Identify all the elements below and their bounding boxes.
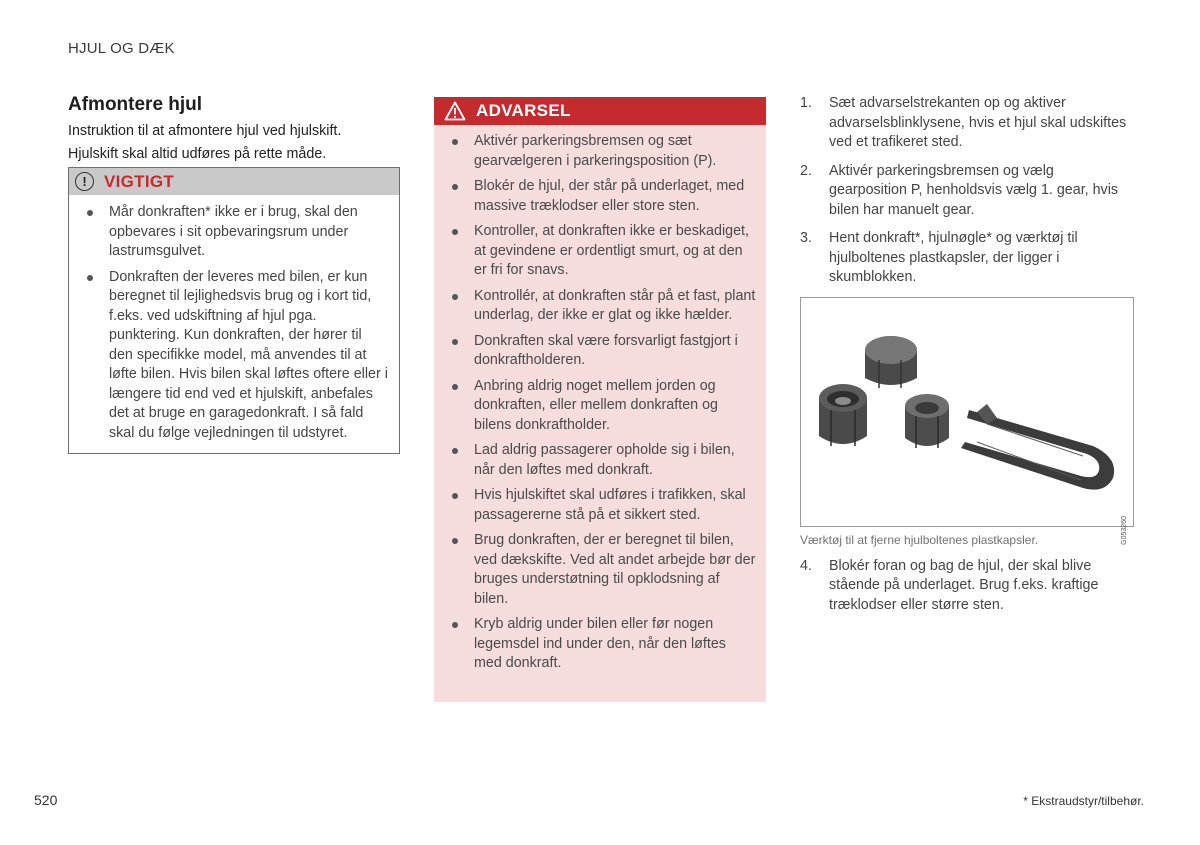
plastic-cap-top xyxy=(865,336,917,388)
steps-list-continued xyxy=(800,557,1134,616)
advarsel-list xyxy=(434,125,766,674)
intro-line-1: Instruktion til at afmontere hjul ved hjulskift. xyxy=(68,123,342,139)
advarsel-bullet: Kontroller, at donkraften ikke er beskadiget, at gevindene er ordentligt smurt, og at den er fri for snavs. xyxy=(444,222,756,281)
advarsel-bullet: Brug donkraften, der er beregnet til bilen, ved dækskifte. Ved alt andet arbejde bør der bruges understøtning til opklodsning af bilen. xyxy=(444,531,756,609)
right-column xyxy=(800,94,1134,624)
vigtigt-header xyxy=(69,168,399,195)
advarsel-bullet: Kontrollér, at donkraften står på et fast, plant underlag, der ikke er glat og ikke hælder. xyxy=(444,287,756,326)
figure-caption: Værktøj til at fjerne hjulboltenes plastkapsler. xyxy=(800,532,1039,547)
step-text: Hent donkraft*, hjulnøgle* og værktøj til hjulboltenes plastkapsler, der ligger i skumblokken. xyxy=(829,230,1078,285)
section-header: HJUL OG DÆK xyxy=(68,40,175,57)
advarsel-bullet: Hvis hjulskiftet skal udføres i trafikken, skal passagererne stå på et sikkert sted. xyxy=(444,486,756,525)
page-title: Afmontere hjul xyxy=(68,94,203,115)
advarsel-bullet: Anbring aldrig noget mellem jorden og donkraften, eller mellem donkraften og bilens donkraftholder. xyxy=(444,377,756,436)
advarsel-box xyxy=(434,97,766,702)
page-number: 520 xyxy=(34,792,58,808)
step-number: 3. xyxy=(800,230,812,246)
step-text: Blokér foran og bag de hjul, der skal blive stående på underlaget. Brug f.eks. kraftige træklodser eller større sten. xyxy=(829,557,1099,613)
cap-removal-tool xyxy=(961,404,1114,490)
steps-list xyxy=(800,94,1134,288)
advarsel-title: ADVARSEL xyxy=(476,101,571,120)
step-text: Sæt advarselstrekanten op og aktiver advarselsblinklysene, hvis et hjul skal udskiftes ved et trafikeret sted. xyxy=(829,95,1127,150)
plastic-cap-middle xyxy=(905,394,949,448)
advarsel-header xyxy=(434,97,766,125)
warning-triangle-icon xyxy=(444,101,466,121)
vigtigt-list xyxy=(69,195,399,453)
step-item xyxy=(800,94,1134,153)
step-number: 2. xyxy=(800,162,812,179)
bolt-cap-tool-image xyxy=(801,298,1133,526)
figure-code: G053260 xyxy=(1121,515,1128,545)
step-item xyxy=(800,229,1134,288)
plastic-cap-left xyxy=(819,384,867,446)
footnote: * Ekstraudstyr/tilbehør. xyxy=(1023,794,1144,808)
vigtigt-bullet: Donkraften der leveres med bilen, er kun beregnet til lejlighedsvis brug og i kort tid, f.eks. ved udskiftning af hjul pga. punktering. Kun donkraften, der hører til den specifikke model, må anvendes til at løfte bilen. Hvis bilen skal løftes oftere eller i længere tid end ved et hjulskift, anbefales det at bruge en garagedonkraft. I så fald skal du følge vejledningen til udstyret. xyxy=(79,268,389,444)
step-item xyxy=(800,162,1134,221)
advarsel-bullet: Blokér de hjul, der står på underlaget, med massive træklodser eller store sten. xyxy=(444,177,756,216)
vigtigt-bullet: Mår donkraften* ikke er i brug, skal den opbevares i sit opbevaringsrum under lastrumsgulvet. xyxy=(79,203,389,262)
step-item xyxy=(800,557,1134,616)
intro-line-2: Hjulskift skal altid udføres på rette måde. xyxy=(68,145,327,162)
advarsel-bullet: Lad aldrig passagerer opholde sig i bilen, når den løftes med donkraft. xyxy=(444,441,756,480)
step-number: 4. xyxy=(800,557,812,574)
vigtigt-box xyxy=(68,167,400,454)
step-number: 1. xyxy=(800,95,812,111)
step-text: Aktivér parkeringsbremsen og vælg gearposition P, henholdsvis vælg 1. gear, hvis bilen har manuelt gear. xyxy=(829,162,1119,218)
advarsel-bullet: Aktivér parkeringsbremsen og sæt gearvælgeren i parkeringsposition (P). xyxy=(444,132,756,171)
exclamation-circle-icon: ! xyxy=(75,172,94,191)
advarsel-bullet: Donkraften skal være forsvarligt fastgjort i donkraftholderen. xyxy=(444,332,756,371)
left-column xyxy=(68,94,400,454)
vigtigt-title: VIGTIGT xyxy=(104,171,175,191)
advarsel-bullet: Kryb aldrig under bilen eller før nogen legemsdel ind under den, når den løftes med donkraft. xyxy=(444,615,756,674)
